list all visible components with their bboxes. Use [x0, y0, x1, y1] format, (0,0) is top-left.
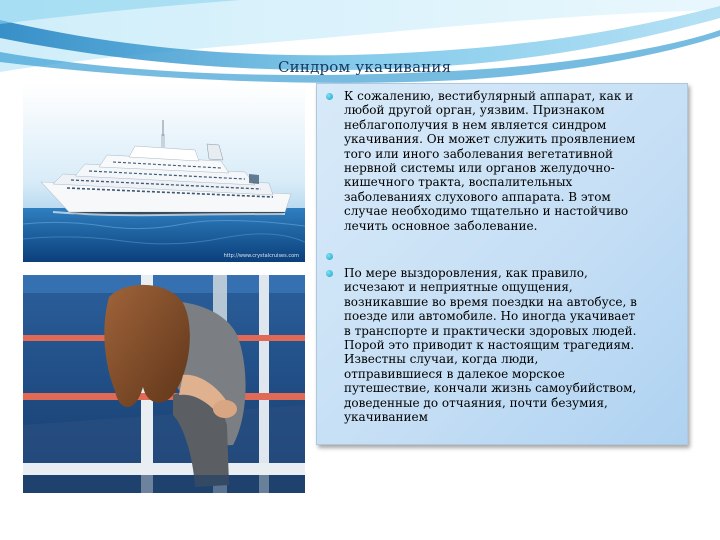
- bullet-icon: [326, 253, 333, 260]
- seasick-woman-photo: [23, 275, 305, 493]
- cruise-ship-photo: [23, 84, 305, 262]
- text-panel: [316, 83, 688, 445]
- bullet-icon: [326, 270, 333, 277]
- bullet-icon: [326, 93, 333, 100]
- photo-credit: http://www.crystalcruises.com: [223, 253, 299, 259]
- paragraph-1: К сожалению, вестибулярный аппарат, как и любой другой орган, уязвим. Признаком неблагополучия в нем является синдром укачивания. Он может служить проявлением того или иного заболевания вегетативной нервной системы или органов желудочно- кишечного тракта, воспалительных заболеваниях слухового аппарата. В этом случае необходимо тщательно и настойчиво лечить основное заболевание.: [344, 89, 636, 233]
- slide-title: Синдром укачивания: [278, 58, 452, 76]
- paragraph-3: По мере выздоровления, как правило, исчезают и неприятные ощущения, возникавшие во время поездки на автобусе, в поезде или автомобиле. Но иногда укачивает в транспорте и практически здоровых людей. Порой это приводит к настоящим трагедиям. Известны случаи, когда люди, отправившиеся в далекое морское путешествие, кончали жизнь самоубийством, доведенные до отчаяния, почти безумия, укачиванием: [344, 266, 637, 425]
